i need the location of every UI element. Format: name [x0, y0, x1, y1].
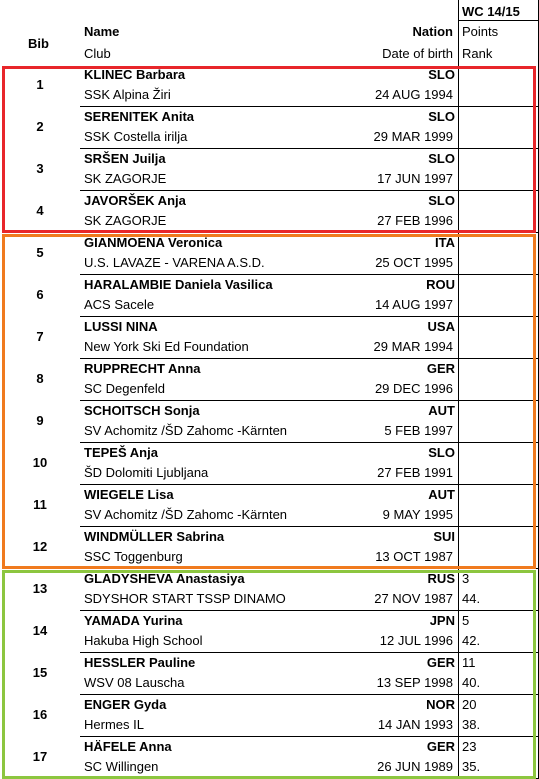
nation-code: AUT: [428, 403, 455, 418]
athlete-name: HESSLER Pauline: [84, 655, 196, 670]
athlete-name: WIEGELE Lisa: [84, 487, 174, 502]
date-of-birth: 27 FEB 1996: [377, 213, 453, 228]
bib-number: 6: [36, 287, 44, 302]
date-of-birth: 12 JUL 1996: [379, 633, 453, 648]
nation-code: AUT: [428, 487, 455, 502]
athlete-name: LUSSI NINA: [84, 319, 158, 334]
club-name: SK ZAGORJE: [84, 213, 167, 228]
nation-code: RUS: [427, 571, 455, 586]
header-points: Points: [462, 24, 499, 39]
athlete-name: YAMADA Yurina: [84, 613, 183, 628]
club-name: SC Degenfeld: [84, 381, 165, 396]
date-of-birth: 9 MAY 1995: [382, 507, 453, 522]
club-name: SV Achomitz /ŠD Zahomc -Kärnten: [84, 423, 288, 438]
bib-number: 15: [32, 665, 48, 680]
header-name: Name: [84, 24, 120, 39]
wc-rank: 35.: [462, 759, 481, 774]
club-name: SK ZAGORJE: [84, 171, 167, 186]
bib-number: 14: [32, 623, 48, 638]
date-of-birth: 14 JAN 1993: [377, 717, 453, 732]
club-name: SSK Alpina Žiri: [84, 87, 171, 102]
bib-number: 12: [32, 539, 48, 554]
date-of-birth: 25 OCT 1995: [375, 255, 453, 270]
club-name: ACS Sacele: [84, 297, 155, 312]
nation-code: SLO: [428, 193, 455, 208]
date-of-birth: 14 AUG 1997: [374, 297, 453, 312]
date-of-birth: 17 JUN 1997: [377, 171, 453, 186]
bib-number: 1: [36, 77, 44, 92]
club-name: ŠD Dolomiti Ljubljana: [84, 465, 209, 480]
athlete-name: SCHOITSCH Sonja: [84, 403, 200, 418]
bib-number: 2: [36, 119, 44, 134]
bib-number: 7: [36, 329, 44, 344]
athlete-name: HÄFELE Anna: [84, 739, 172, 754]
group-frame-2: [2, 234, 536, 569]
nation-code: SLO: [428, 445, 455, 460]
group-frame-1: [2, 66, 536, 233]
date-of-birth: 13 SEP 1998: [376, 675, 453, 690]
club-name: U.S. LAVAZE - VARENA A.S.D.: [84, 255, 265, 270]
bib-number: 4: [36, 203, 44, 218]
wc-rank: 42.: [462, 633, 481, 648]
bib-number: 13: [32, 581, 48, 596]
nation-code: GER: [426, 655, 455, 670]
nation-code: NOR: [426, 697, 455, 712]
athlete-name: HARALAMBIE Daniela Vasilica: [84, 277, 273, 292]
athlete-name: GLADYSHEVA Anastasiya: [84, 571, 245, 586]
wc-points: 5: [462, 613, 470, 628]
date-of-birth: 5 FEB 1997: [384, 423, 453, 438]
bib-number: 16: [32, 707, 48, 722]
bib-number: 11: [33, 497, 47, 512]
club-name: WSV 08 Lauscha: [84, 675, 185, 690]
date-of-birth: 29 DEC 1996: [374, 381, 453, 396]
wc-rank: 38.: [462, 717, 481, 732]
club-name: SDYSHOR START TSSP DINAMO: [84, 591, 286, 606]
athlete-name: JAVORŠEK Anja: [84, 193, 186, 208]
header-club: Club: [84, 46, 111, 61]
club-name: SSK Costella irilja: [84, 129, 188, 144]
bib-number: 17: [32, 749, 48, 764]
athlete-name: TEPEŠ Anja: [84, 445, 158, 460]
athlete-name: GIANMOENA Veronica: [84, 235, 223, 250]
club-name: SV Achomitz /ŠD Zahomc -Kärnten: [84, 507, 288, 522]
nation-code: SLO: [428, 151, 455, 166]
date-of-birth: 26 JUN 1989: [377, 759, 453, 774]
club-name: Hermes IL: [84, 717, 144, 732]
club-name: New York Ski Ed Foundation: [84, 339, 249, 354]
club-name: SC Willingen: [84, 759, 159, 774]
header-date-of-birth: Date of birth: [382, 46, 453, 61]
bib-number: 8: [36, 371, 44, 386]
wc-points: 23: [462, 739, 477, 754]
club-name: SSC Toggenburg: [84, 549, 183, 564]
athlete-name: SRŠEN Juilja: [84, 151, 166, 166]
date-of-birth: 24 AUG 1994: [374, 87, 453, 102]
athlete-name: KLINEC Barbara: [84, 67, 186, 82]
nation-code: SLO: [428, 67, 455, 82]
date-of-birth: 27 NOV 1987: [374, 591, 453, 606]
nation-code: GER: [426, 361, 455, 376]
date-of-birth: 29 MAR 1999: [373, 129, 453, 144]
nation-code: JPN: [429, 613, 455, 628]
bib-number: 9: [36, 413, 44, 428]
wc-rank: 40.: [462, 675, 481, 690]
bib-number: 10: [32, 455, 48, 470]
nation-code: SLO: [428, 109, 455, 124]
header-nation: Nation: [412, 24, 453, 39]
nation-code: GER: [426, 739, 455, 754]
athlete-name: SERENITEK Anita: [84, 109, 195, 124]
wc-points: 20: [462, 697, 477, 712]
club-name: Hakuba High School: [84, 633, 203, 648]
nation-code: ITA: [435, 235, 455, 250]
header-bib: Bib: [28, 36, 49, 51]
header-wc-season: WC 14/15: [462, 4, 520, 19]
wc-rank: 44.: [462, 591, 481, 606]
date-of-birth: 29 MAR 1994: [373, 339, 453, 354]
header-rank: Rank: [462, 46, 493, 61]
group-frame-3: [2, 570, 536, 779]
nation-code: USA: [427, 319, 455, 334]
date-of-birth: 27 FEB 1991: [377, 465, 453, 480]
athlete-name: WINDMÜLLER Sabrina: [84, 529, 225, 544]
nation-code: ROU: [426, 277, 455, 292]
wc-points: 3: [462, 571, 470, 586]
wc-points: 11: [462, 655, 476, 670]
athlete-name: RUPPRECHT Anna: [84, 361, 201, 376]
date-of-birth: 13 OCT 1987: [375, 549, 453, 564]
athlete-name: ENGER Gyda: [84, 697, 167, 712]
header-wc-underline: [458, 20, 539, 21]
nation-code: SUI: [433, 529, 455, 544]
bib-number: 5: [36, 245, 44, 260]
bib-number: 3: [36, 161, 44, 176]
